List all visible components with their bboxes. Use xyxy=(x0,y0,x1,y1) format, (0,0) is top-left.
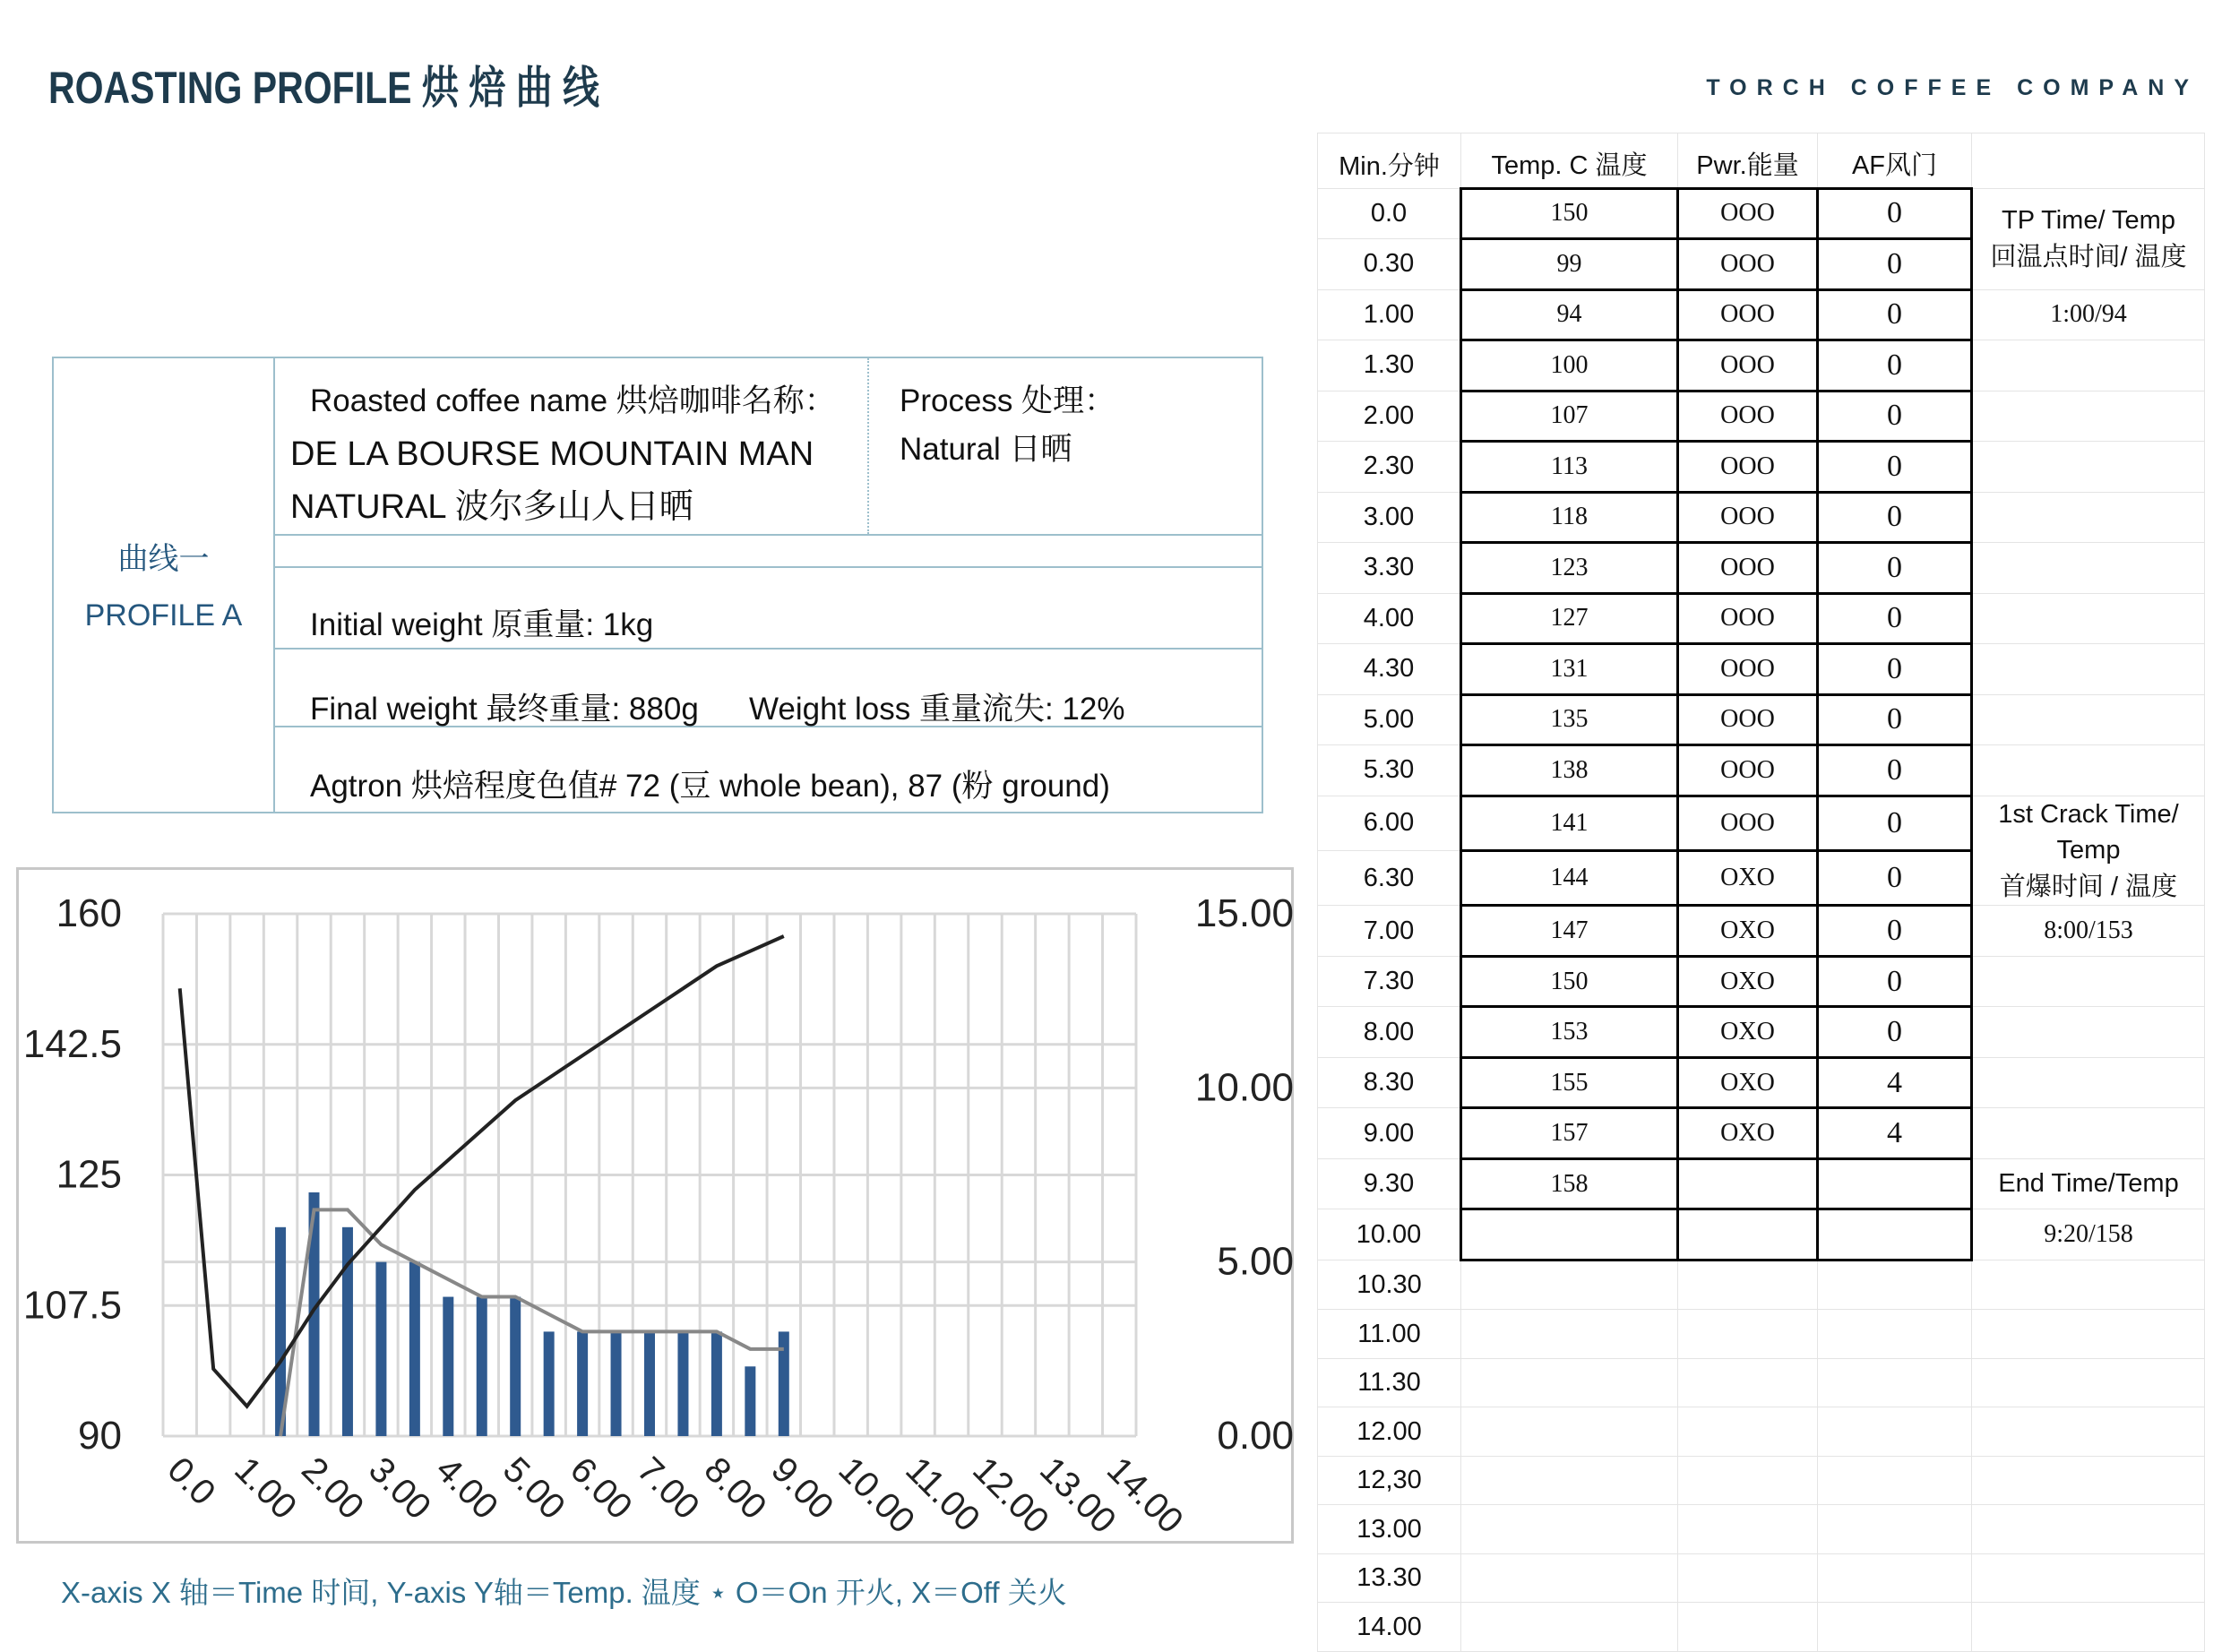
x-axis-label: 0.0 xyxy=(159,1450,223,1513)
ror-bar xyxy=(375,1262,386,1436)
cell-pwr: OOO xyxy=(1678,442,1818,493)
initial-weight: Initial weight 原重量: 1kg xyxy=(310,607,654,642)
cell-min: 1.30 xyxy=(1318,340,1461,391)
cell-pwr: OOO xyxy=(1678,188,1818,239)
cell-min: 1.00 xyxy=(1318,289,1461,340)
cell-af xyxy=(1818,1260,1972,1310)
cell-pwr xyxy=(1678,1553,1818,1603)
cell-pwr: OXO xyxy=(1678,1108,1818,1159)
right-axis-label: 5.00 xyxy=(1217,1239,1294,1284)
tp-value: 1:00/94 xyxy=(2050,300,2127,329)
x-axis-label: 13.00 xyxy=(1032,1450,1124,1542)
cell-min: 0.30 xyxy=(1318,239,1461,290)
cell-note xyxy=(1972,1260,2205,1310)
cell-note xyxy=(1972,694,2205,745)
fc-label-cn: 首爆时间 / 温度 xyxy=(1999,872,2178,901)
cell-note xyxy=(1972,1108,2205,1159)
right-axis-label: 10.00 xyxy=(1194,1065,1294,1110)
cell-temp: 123 xyxy=(1461,543,1678,594)
cell-af xyxy=(1818,1209,1972,1261)
cell-temp xyxy=(1461,1260,1678,1310)
cell-min: 5.00 xyxy=(1318,694,1461,745)
header-temp: Temp. C 温度 xyxy=(1461,133,1678,189)
ror-bar xyxy=(711,1331,722,1436)
cell-af xyxy=(1818,1310,1972,1359)
cell-pwr: OXO xyxy=(1678,1057,1818,1108)
cell-min: 3.00 xyxy=(1318,492,1461,543)
x-axis-label: 9.00 xyxy=(763,1450,841,1527)
cell-pwr: OOO xyxy=(1678,543,1818,594)
table-row xyxy=(1318,289,2205,340)
cell-min: 13.00 xyxy=(1318,1505,1461,1554)
table-row xyxy=(1318,1108,2205,1159)
cell-af: 0 xyxy=(1818,850,1972,905)
cell-pwr xyxy=(1678,1603,1818,1652)
right-axis-label: 15.00 xyxy=(1194,891,1294,935)
cell-pwr: OOO xyxy=(1678,289,1818,340)
x-axis-label: 6.00 xyxy=(562,1450,640,1527)
cell-note xyxy=(1972,956,2205,1007)
cell-min: 14.00 xyxy=(1318,1603,1461,1652)
x-axis-label: 1.00 xyxy=(227,1450,305,1527)
cell-temp: 158 xyxy=(1461,1158,1678,1209)
cell-af xyxy=(1818,1158,1972,1209)
coffee-name-line2: NATURAL 波尔多山人日晒 xyxy=(290,488,693,526)
cell-temp xyxy=(1461,1505,1678,1554)
cell-temp: 99 xyxy=(1461,239,1678,290)
chart-caption: X-axis X 轴＝Time 时间, Y-axis Y轴＝Temp. 温度 ⋆ O＝On 开火, X＝Off 关火 xyxy=(61,1576,1067,1609)
cell-note xyxy=(1972,1007,2205,1058)
cell-note xyxy=(1972,289,2205,340)
page-title: ROASTING PROFILE 烘 焙 曲 线 xyxy=(48,63,600,113)
cell-pwr xyxy=(1678,1158,1818,1209)
cell-min: 0.0 xyxy=(1318,188,1461,239)
cell-pwr: OOO xyxy=(1678,694,1818,745)
cell-pwr xyxy=(1678,1456,1818,1505)
table-row xyxy=(1318,1407,2205,1457)
cell-af: 0 xyxy=(1818,492,1972,543)
cell-temp: 141 xyxy=(1461,796,1678,850)
ror-bar xyxy=(577,1331,588,1436)
cell-note xyxy=(1972,188,2205,289)
x-axis-label: 7.00 xyxy=(629,1450,707,1527)
cell-note xyxy=(1972,1358,2205,1407)
table-header-row xyxy=(1318,133,2205,189)
cell-min: 6.30 xyxy=(1318,850,1461,905)
cell-min: 9.30 xyxy=(1318,1158,1461,1209)
cell-af: 0 xyxy=(1818,289,1972,340)
cell-note xyxy=(1972,745,2205,796)
cell-min: 6.00 xyxy=(1318,796,1461,850)
cell-note xyxy=(1972,906,2205,957)
cell-af: 0 xyxy=(1818,442,1972,493)
end-label: End Time/Temp xyxy=(1998,1169,2179,1199)
cell-temp: 144 xyxy=(1461,850,1678,905)
cell-note xyxy=(1972,543,2205,594)
cell-pwr: OXO xyxy=(1678,1007,1818,1058)
cell-temp: 153 xyxy=(1461,1007,1678,1058)
profile-label-en: PROFILE A xyxy=(84,598,243,632)
x-axis-label: 4.00 xyxy=(427,1450,506,1527)
x-axis-label: 12.00 xyxy=(965,1450,1057,1542)
cell-note xyxy=(1972,1603,2205,1652)
cell-pwr: OOO xyxy=(1678,796,1818,850)
cell-temp: 155 xyxy=(1461,1057,1678,1108)
table-row xyxy=(1318,391,2205,442)
cell-af: 0 xyxy=(1818,340,1972,391)
left-axis-label: 107.5 xyxy=(22,1283,122,1328)
final-weight: Final weight 最终重量: 880g xyxy=(310,692,699,727)
cell-temp xyxy=(1461,1553,1678,1603)
cell-note xyxy=(1972,1505,2205,1554)
cell-min: 10.30 xyxy=(1318,1260,1461,1310)
cell-pwr: OOO xyxy=(1678,391,1818,442)
cell-af: 0 xyxy=(1818,796,1972,850)
header-min: Min.分钟 xyxy=(1318,133,1461,189)
x-axis-label: 2.00 xyxy=(294,1450,372,1527)
table-row xyxy=(1318,956,2205,1007)
cell-note xyxy=(1972,593,2205,644)
cell-af xyxy=(1818,1505,1972,1554)
left-axis-label: 142.5 xyxy=(22,1021,122,1066)
table-row xyxy=(1318,1158,2205,1209)
header-pwr: Pwr.能量 xyxy=(1678,133,1818,189)
cell-pwr xyxy=(1678,1260,1818,1310)
cell-min: 10.00 xyxy=(1318,1209,1461,1261)
cell-temp xyxy=(1461,1358,1678,1407)
cell-temp: 118 xyxy=(1461,492,1678,543)
cell-af xyxy=(1818,1358,1972,1407)
cell-temp xyxy=(1461,1310,1678,1359)
ror-bar xyxy=(510,1297,521,1436)
cell-af: 0 xyxy=(1818,543,1972,594)
cell-af xyxy=(1818,1553,1972,1603)
cell-min: 5.30 xyxy=(1318,745,1461,796)
table-row xyxy=(1318,694,2205,745)
fc-value: 8:00/153 xyxy=(2044,916,2133,945)
cell-pwr xyxy=(1678,1358,1818,1407)
cell-af xyxy=(1818,1407,1972,1457)
table-row xyxy=(1318,1505,2205,1554)
cell-pwr: OOO xyxy=(1678,340,1818,391)
left-axis-label: 125 xyxy=(56,1152,122,1197)
table-row xyxy=(1318,1260,2205,1310)
coffee-name-label: Roasted coffee name 烘焙咖啡名称： xyxy=(310,383,836,418)
x-axis-label: 8.00 xyxy=(696,1450,774,1527)
cell-pwr xyxy=(1678,1209,1818,1261)
process-value: Natural 日晒 xyxy=(900,432,1072,467)
fc-label-1: 1st Crack Time/ xyxy=(1998,799,2179,829)
cell-min: 11.00 xyxy=(1318,1310,1461,1359)
cell-af: 0 xyxy=(1818,644,1972,695)
ror-bar xyxy=(611,1331,622,1436)
cell-min: 3.30 xyxy=(1318,543,1461,594)
header-notes xyxy=(1972,133,2205,189)
cell-af: 0 xyxy=(1818,745,1972,796)
cell-temp: 131 xyxy=(1461,644,1678,695)
table-row xyxy=(1318,1310,2205,1359)
table-row xyxy=(1318,492,2205,543)
cell-pwr: OOO xyxy=(1678,644,1818,695)
cell-min: 2.30 xyxy=(1318,442,1461,493)
cell-temp: 100 xyxy=(1461,340,1678,391)
brand-name: TORCH COFFEE COMPANY xyxy=(1706,75,2199,100)
cell-pwr: OXO xyxy=(1678,956,1818,1007)
left-axis-label: 160 xyxy=(56,891,122,935)
cell-min: 13.30 xyxy=(1318,1553,1461,1603)
cell-note xyxy=(1972,1057,2205,1108)
ror-bar xyxy=(644,1331,655,1436)
table-row xyxy=(1318,188,2205,239)
cell-af: 4 xyxy=(1818,1108,1972,1159)
cell-temp: 157 xyxy=(1461,1108,1678,1159)
cell-pwr: OOO xyxy=(1678,593,1818,644)
table-row xyxy=(1318,644,2205,695)
table-row xyxy=(1318,1603,2205,1652)
cell-af xyxy=(1818,1603,1972,1652)
cell-af: 0 xyxy=(1818,391,1972,442)
table-row xyxy=(1318,1007,2205,1058)
cell-note xyxy=(1972,391,2205,442)
cell-min: 12.00 xyxy=(1318,1407,1461,1457)
cell-temp: 138 xyxy=(1461,745,1678,796)
cell-note xyxy=(1972,1553,2205,1603)
agtron-value: Agtron 烘焙程度色值# 72 (豆 whole bean), 87 (粉 ground) xyxy=(310,769,1110,804)
cell-temp: 127 xyxy=(1461,593,1678,644)
cell-af: 0 xyxy=(1818,956,1972,1007)
process-label: Process 处理： xyxy=(900,383,1116,418)
roast-log-table xyxy=(1317,133,2205,1652)
header-af: AF风门 xyxy=(1818,133,1972,189)
table-row xyxy=(1318,1456,2205,1505)
right-axis-label: 0.00 xyxy=(1217,1414,1294,1458)
table-row xyxy=(1318,1553,2205,1603)
cell-note xyxy=(1972,492,2205,543)
ror-bar xyxy=(544,1331,555,1436)
x-axis-label: 3.00 xyxy=(361,1450,439,1527)
cell-temp: 150 xyxy=(1461,188,1678,239)
coffee-name-line1: DE LA BOURSE MOUNTAIN MAN xyxy=(290,435,814,473)
cell-temp xyxy=(1461,1407,1678,1457)
cell-af: 0 xyxy=(1818,906,1972,957)
profile-label-cn: 曲线一 xyxy=(117,542,210,576)
table-row xyxy=(1318,340,2205,391)
cell-min: 8.30 xyxy=(1318,1057,1461,1108)
table-row xyxy=(1318,745,2205,796)
ror-bar xyxy=(409,1262,420,1436)
table-row xyxy=(1318,1358,2205,1407)
table-row xyxy=(1318,1057,2205,1108)
cell-af: 4 xyxy=(1818,1057,1972,1108)
cell-pwr xyxy=(1678,1505,1818,1554)
cell-min: 8.00 xyxy=(1318,1007,1461,1058)
table-row xyxy=(1318,442,2205,493)
x-axis-label: 10.00 xyxy=(831,1450,923,1542)
cell-note xyxy=(1972,644,2205,695)
cell-min: 4.00 xyxy=(1318,593,1461,644)
cell-note xyxy=(1972,442,2205,493)
weight-loss: Weight loss 重量流失: 12% xyxy=(749,692,1125,727)
cell-af: 0 xyxy=(1818,188,1972,239)
cell-temp: 135 xyxy=(1461,694,1678,745)
table-row xyxy=(1318,1209,2205,1261)
cell-pwr xyxy=(1678,1310,1818,1359)
table-row xyxy=(1318,593,2205,644)
cell-temp xyxy=(1461,1209,1678,1261)
cell-pwr xyxy=(1678,1407,1818,1457)
cell-note xyxy=(1972,340,2205,391)
cell-note xyxy=(1972,1407,2205,1457)
cell-min: 2.00 xyxy=(1318,391,1461,442)
cell-af: 0 xyxy=(1818,593,1972,644)
table-row xyxy=(1318,796,2205,850)
cell-min: 11.30 xyxy=(1318,1358,1461,1407)
cell-pwr: OOO xyxy=(1678,239,1818,290)
table-row xyxy=(1318,906,2205,957)
cell-min: 12,30 xyxy=(1318,1456,1461,1505)
ror-bar xyxy=(443,1297,453,1436)
cell-min: 7.00 xyxy=(1318,906,1461,957)
cell-note xyxy=(1972,1158,2205,1209)
cell-af xyxy=(1818,1456,1972,1505)
table-row xyxy=(1318,543,2205,594)
cell-temp: 107 xyxy=(1461,391,1678,442)
ror-bar xyxy=(745,1366,755,1436)
cell-min: 4.30 xyxy=(1318,644,1461,695)
fc-label-2: Temp xyxy=(2056,836,2121,865)
cell-pwr: OXO xyxy=(1678,850,1818,905)
cell-af: 0 xyxy=(1818,239,1972,290)
cell-pwr: OXO xyxy=(1678,906,1818,957)
cell-af: 0 xyxy=(1818,694,1972,745)
cell-temp xyxy=(1461,1456,1678,1505)
cell-temp: 147 xyxy=(1461,906,1678,957)
left-axis-label: 90 xyxy=(78,1414,122,1458)
cell-min: 7.30 xyxy=(1318,956,1461,1007)
ror-bar xyxy=(677,1331,688,1436)
x-axis-label: 14.00 xyxy=(1098,1450,1191,1542)
cell-note xyxy=(1972,1209,2205,1261)
cell-af: 0 xyxy=(1818,1007,1972,1058)
cell-pwr: OOO xyxy=(1678,745,1818,796)
cell-note xyxy=(1972,796,2205,906)
ror-bar xyxy=(477,1297,487,1436)
x-axis-label: 11.00 xyxy=(898,1450,988,1540)
cell-min: 9.00 xyxy=(1318,1108,1461,1159)
cell-temp: 113 xyxy=(1461,442,1678,493)
x-axis-label: 5.00 xyxy=(495,1450,573,1527)
cell-note xyxy=(1972,1310,2205,1359)
cell-pwr: OOO xyxy=(1678,492,1818,543)
cell-temp: 94 xyxy=(1461,289,1678,340)
cell-temp: 150 xyxy=(1461,956,1678,1007)
end-value: 9:20/158 xyxy=(2044,1220,2133,1249)
cell-note xyxy=(1972,1456,2205,1505)
tp-label-en: TP Time/ Temp xyxy=(2002,205,2175,235)
tp-label-cn: 回温点时间/ 温度 xyxy=(1990,242,2187,271)
cell-temp xyxy=(1461,1603,1678,1652)
